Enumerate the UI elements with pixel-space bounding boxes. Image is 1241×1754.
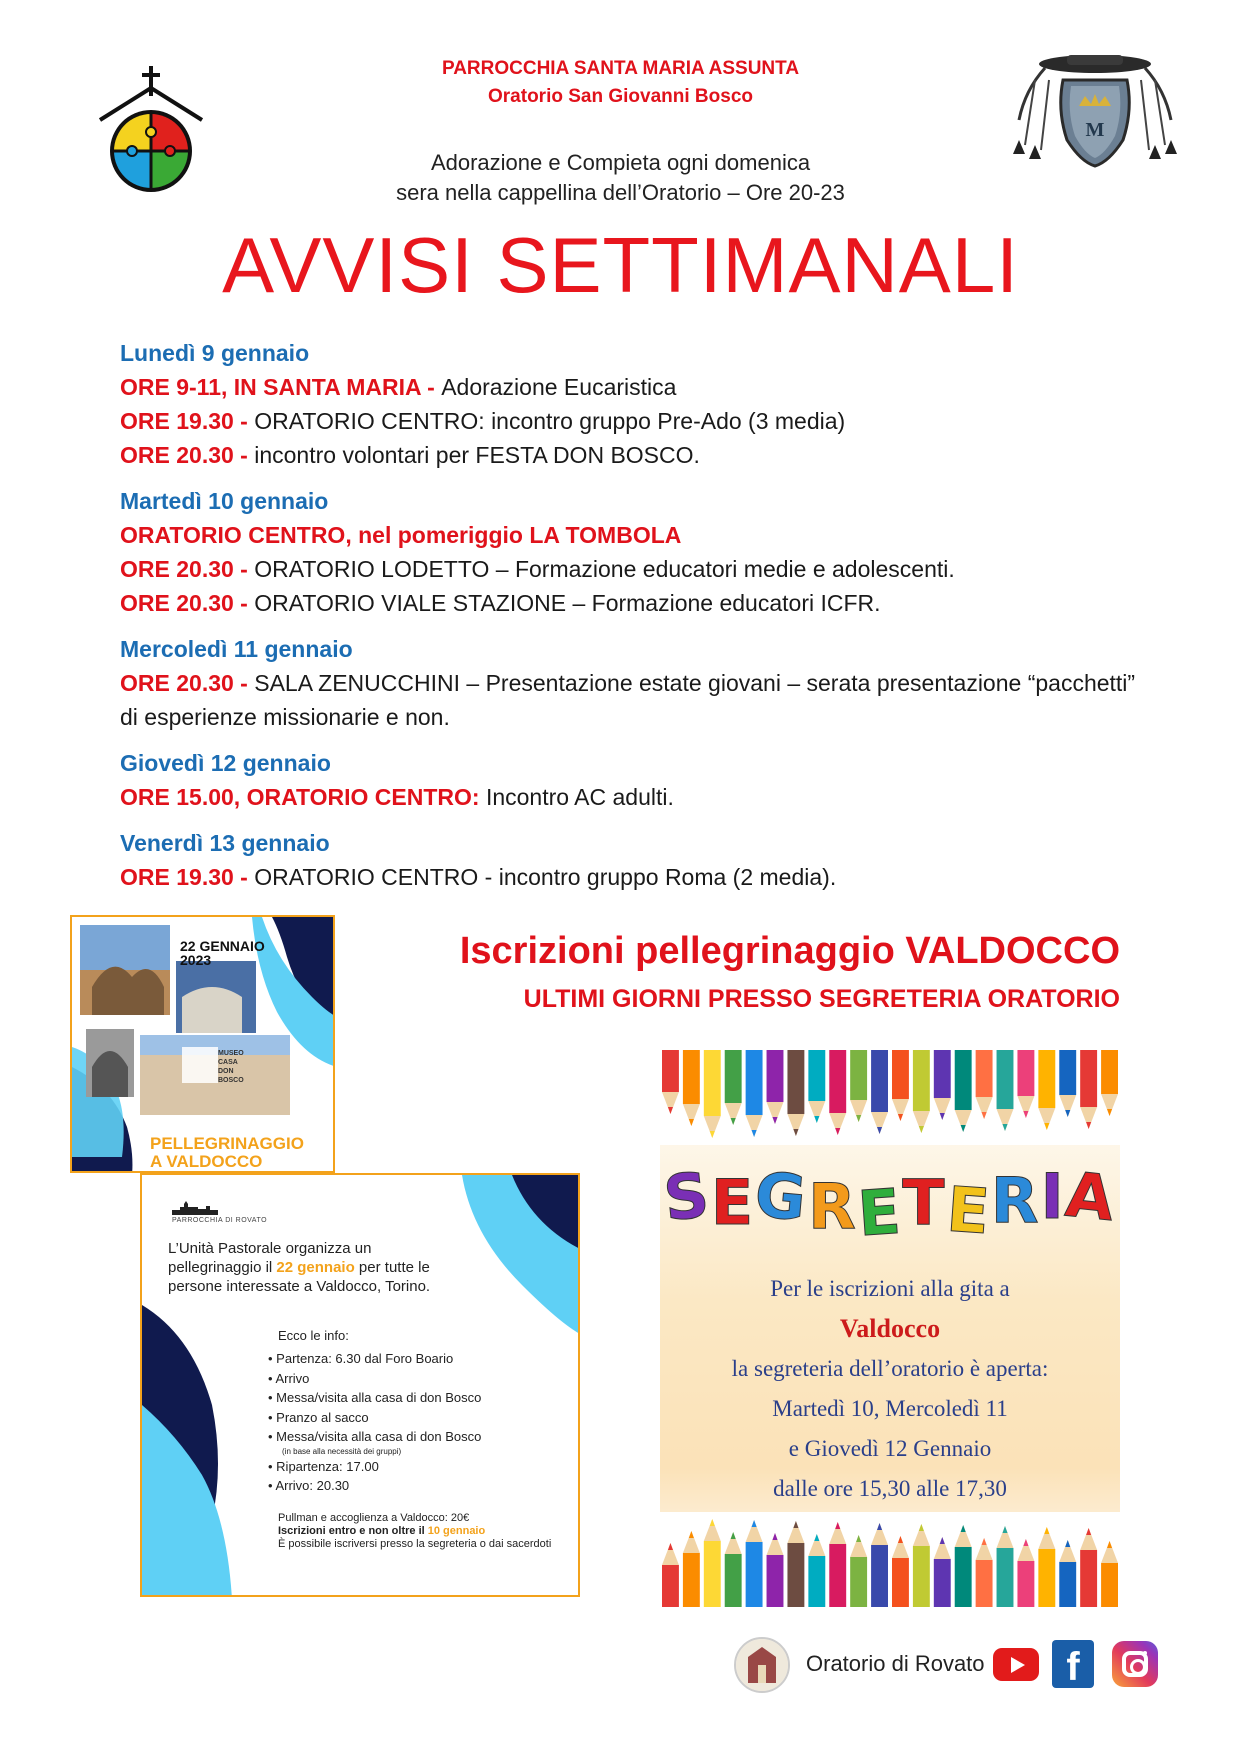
day-block-tuesday (120, 484, 1140, 620)
oratorio-logo (96, 62, 206, 197)
poster-title-line2: A VALDOCCO (150, 1152, 263, 1171)
facebook-icon[interactable]: f (1052, 1640, 1094, 1688)
deadline-date: 10 gennaio (427, 1525, 486, 1537)
segreteria-letter: S (660, 1157, 715, 1236)
day-block-friday (120, 826, 1140, 894)
pencils-top-icon (660, 1050, 1120, 1145)
pencils-bottom-icon (660, 1512, 1120, 1607)
event-text: ORATORIO LODETTO – Formazione educatori medie e adolescenti. (254, 556, 955, 582)
event-time: ORE 20.30 - (120, 670, 255, 696)
event-time: ORE 20.30 - (120, 590, 255, 616)
intro-date: 22 gennaio (276, 1259, 355, 1276)
day-heading: Martedì 10 gennaio (120, 488, 329, 514)
event-time: ORE 9-11, IN SANTA MARIA - (120, 374, 442, 400)
schedule-row (120, 404, 1140, 438)
oratorio-avatar-icon (736, 1639, 788, 1691)
info-footer (278, 1512, 558, 1551)
itinerary-item: • Messa/visita alla casa di don Bosco (268, 1427, 481, 1447)
segreteria-line3: Martedì 10, Mercoledì 11 (772, 1396, 1008, 1421)
segreteria-line1: Per le iscrizioni alla gita a (770, 1276, 1010, 1301)
segreteria-letter: R (808, 1170, 858, 1243)
registration-info: È possibile iscriversi presso la segreteria o dai sacerdoti (278, 1538, 552, 1550)
museum-name-line3: BOSCO (218, 1077, 244, 1084)
schedule-row (120, 438, 1140, 472)
segreteria-letter: I (1040, 1160, 1066, 1233)
schedule-row (120, 860, 1140, 894)
itinerary-item: • Ripartenza: 17.00 (268, 1457, 481, 1477)
poster-date-year: 2023 (180, 952, 212, 968)
info-heading: Ecco le info: (278, 1328, 349, 1343)
segreteria-letter: E (855, 1174, 905, 1251)
segreteria-letter: E (944, 1172, 994, 1249)
poster-title-line1: PELLEGRINAGGIO (150, 1134, 304, 1153)
instagram-icon[interactable] (1112, 1641, 1158, 1687)
adoration-notice-line2: sera nella cappellina dell’Oratorio – Ore 20-23 (396, 180, 845, 205)
segreteria-line4: e Giovedì 12 Gennaio (788, 1436, 992, 1461)
cross-puzzle-logo-icon (96, 62, 206, 197)
pilgrimage-subtitle: ULTIMI GIORNI PRESSO SEGRETERIA ORATORIO (523, 985, 1120, 1013)
schedule-row (120, 666, 1140, 734)
day-heading: Lunedì 9 gennaio (120, 340, 310, 366)
adoration-notice-line1: Adorazione e Compieta ogni domenica (430, 150, 811, 175)
itinerary-item: • Pranzo al sacco (268, 1408, 481, 1428)
pilgrimage-title: Iscrizioni pellegrinaggio VALDOCCO (459, 930, 1120, 972)
event-time: ORE 19.30 - (120, 864, 255, 890)
segreteria-letter: E (710, 1166, 756, 1239)
segreteria-letter: T (902, 1166, 947, 1239)
poster-date (180, 939, 265, 967)
museum-name-line2: DON (218, 1068, 234, 1075)
schedule-row (120, 552, 1140, 586)
day-heading: Giovedì 12 gennaio (120, 750, 331, 776)
svg-text:M: M (1085, 119, 1105, 141)
youtube-icon[interactable] (993, 1648, 1039, 1681)
segreteria-poster (660, 1050, 1120, 1607)
day-block-thursday (120, 746, 1140, 814)
event-text: ORATORIO CENTRO - incontro gruppo Roma (2 media). (254, 864, 837, 890)
social-handle[interactable]: Oratorio di Rovato (806, 1651, 985, 1676)
pilgrimage-intro (168, 1239, 458, 1296)
segreteria-word (660, 1157, 1120, 1251)
deadline-text: Iscrizioni entro e non oltre il (278, 1525, 428, 1537)
itinerary-item: • Arrivo: 20.30 (268, 1476, 481, 1496)
itinerary-item: • Messa/visita alla casa di don Bosco (268, 1388, 481, 1408)
parish-name: PARROCCHIA SANTA MARIA ASSUNTA (441, 58, 800, 79)
segreteria-letter: G (752, 1157, 812, 1236)
church-skyline-icon (172, 1201, 218, 1215)
event-text: ORATORIO VIALE STAZIONE – Formazione educatori ICFR. (254, 590, 881, 616)
event-text: SALA ZENUCCHINI – Presentazione estate giovani – serata presentazione “pacchetti” di esperienze missionarie e non. (120, 670, 1136, 730)
tombola-highlight: ORATORIO CENTRO, nel pomeriggio LA TOMBOLA (120, 522, 682, 548)
schedule-row (120, 780, 1140, 814)
event-text: Adorazione Eucaristica (441, 374, 677, 400)
segreteria-line2: la segreteria dell’oratorio è aperta: (731, 1356, 1049, 1381)
pilgrimage-info-sheet (140, 1173, 580, 1597)
event-time: ORE 20.30 - (120, 556, 255, 582)
event-text: incontro volontari per FESTA DON BOSCO. (254, 442, 700, 468)
schedule-row (120, 586, 1140, 620)
museum-sign (218, 1049, 244, 1085)
itinerary-list (268, 1349, 481, 1496)
event-text: Incontro AC adulti. (485, 784, 674, 810)
oratorio-name: Oratorio San Giovanni Bosco (488, 86, 753, 107)
price-line: Pullman e accoglienza a Valdocco: 20€ (278, 1512, 470, 1524)
event-time: ORE 20.30 - (120, 442, 255, 468)
day-block-wednesday (120, 632, 1140, 734)
event-text: ORATORIO CENTRO: incontro gruppo Pre-Ado (3 media) (254, 408, 846, 434)
poster-title (150, 1135, 304, 1171)
itinerary-item: • Arrivo (268, 1369, 481, 1389)
segreteria-line5: dalle ore 15,30 alle 17,30 (773, 1476, 1007, 1501)
segreteria-letter: A (1062, 1157, 1120, 1236)
poster-date-day: 22 GENNAIO (180, 938, 265, 954)
museum-name-line1: CASA (218, 1059, 238, 1066)
itinerary-item: • Partenza: 6.30 dal Foro Boario (268, 1349, 481, 1369)
itinerary-note: (in base alla necessità dei gruppi) (282, 1446, 402, 1456)
museum-small-label: MUSEO (218, 1050, 244, 1057)
pilgrimage-poster (70, 915, 335, 1173)
day-block-monday (120, 336, 1140, 472)
page-title: AVVISI SETTIMANALI (222, 221, 1019, 309)
event-time: ORE 19.30 - (120, 408, 255, 434)
day-heading: Mercoledì 11 gennaio (120, 636, 353, 662)
segreteria-place: Valdocco (839, 1314, 941, 1343)
segreteria-letter: R (990, 1164, 1041, 1237)
intro-text-pre: L’Unità Pastorale organizza un pellegrinaggio il (168, 1240, 372, 1276)
intro-text-post: per tutte le persone interessate a Valdocco, Torino. (168, 1259, 431, 1295)
parish-small-label: PARROCCHIA DI ROVATO (172, 1217, 268, 1224)
schedule-row (120, 370, 1140, 404)
oratorio-avatar[interactable] (734, 1637, 790, 1693)
event-time: ORE 15.00, ORATORIO CENTRO: (120, 784, 486, 810)
day-heading: Venerdì 13 gennaio (120, 830, 330, 856)
weekly-schedule (120, 336, 1140, 906)
